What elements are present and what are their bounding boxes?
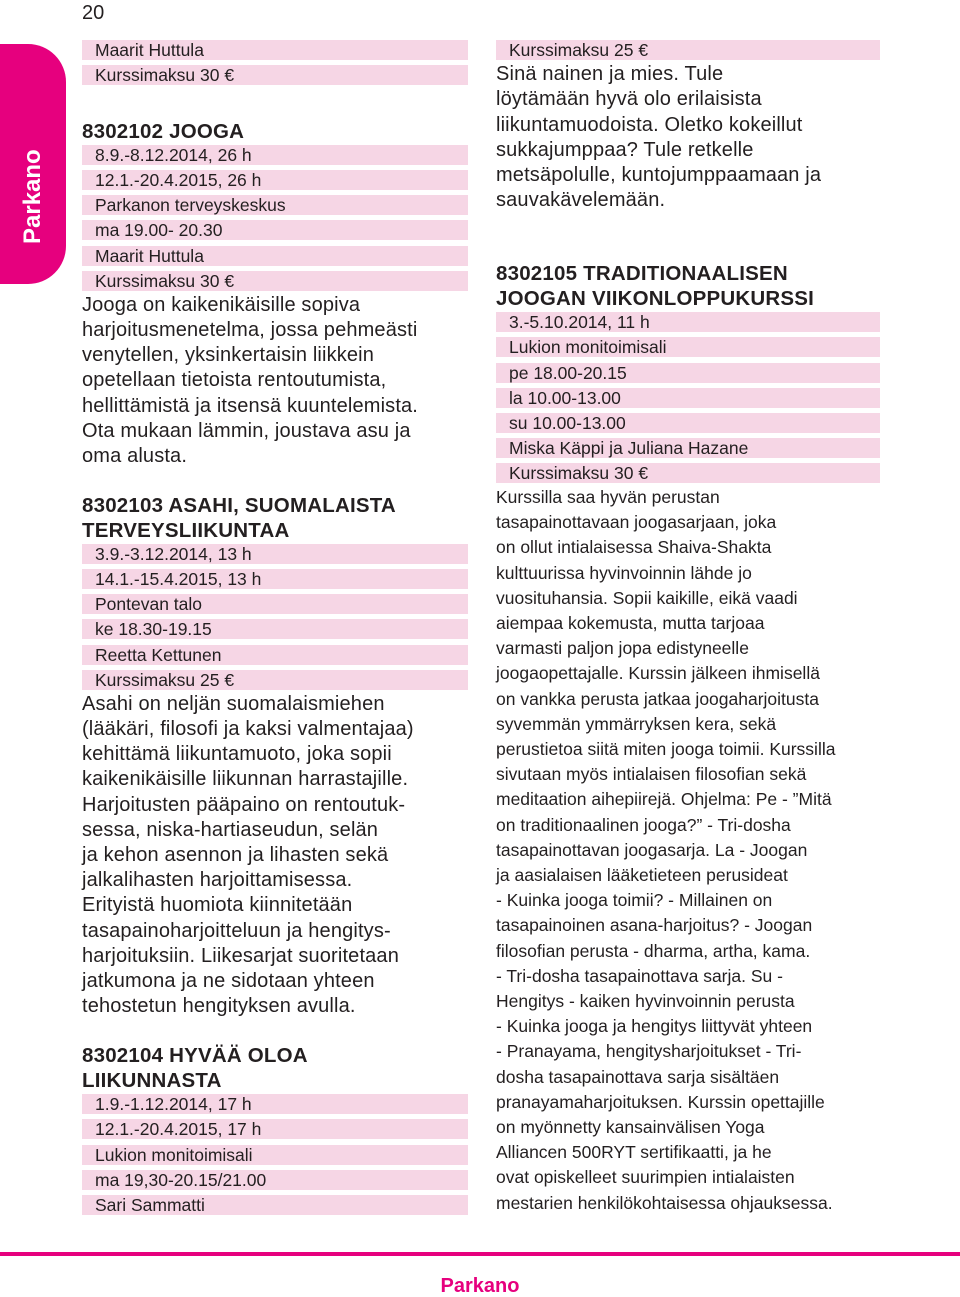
info-line: 12.1.-20.4.2015, 26 h [82,170,468,190]
info-line: la 10.00-13.00 [496,388,880,408]
info-line: Parkanon terveyskeskus [82,195,468,215]
info-line: Reetta Kettunen [82,645,468,665]
info-line: 1.9.-1.12.2014, 17 h [82,1094,468,1114]
page-number: 20 [82,2,105,24]
footer-divider [0,1252,960,1256]
info-line: Lukion monitoimisali [496,337,880,357]
info-line: 3.9.-3.12.2014, 13 h [82,544,468,564]
left-column [82,40,468,1220]
info-line: ma 19.00- 20.30 [82,220,468,240]
info-line: Kurssimaksu 25 € [82,670,468,690]
course-heading-8302104: 8302104 HYVÄÄ OLOA LIIKUNNASTA [82,1044,308,1093]
info-line: 8.9.-8.12.2014, 26 h [82,145,468,165]
course-description: Asahi on neljän suomalaismiehen (lääkäri, filosofi ja kaksi valmentajaa) kehittämä liikuntamuoto, joka sopii kaikenikäisille liikunnan harrastajille. Harjoitusten pääpaino on rentoutuk- sessa, niska-hartiaseudun, selän ja kehon asennon ja lihasten sekä jalkalihasten harjoittamisessa. Erityistä huomiota kiinnitetään tasapainoharjoitteluun ja hengitys- harjoituksiin. Liikesarjat suoritetaan jatkumona ja ne sidotaan yhteen tehostetun hengityksen avulla. [82,692,414,1018]
info-line: ma 19,30-20.15/21.00 [82,1170,468,1190]
course-description: Kurssilla saa hyvän perustan tasapainottavaan joogasarjaan, joka on ollut intialaisessa Shaiva-Shakta kulttuurissa hyvinvoinnin lähde jo vuosituhansia. Sopii kaikille, eikä vaadi aiempaa kokemusta, mutta tarjoaa varmasti paljon jopa edistyneelle joogaopettajalle. Kurssin jälkeen ihmisellä on vankka perusta jatkaa joogaharjoitusta syvemmän ymmärryksen kera, sekä perustietoa siitä miten jooga toimii. Kurssilla sivutaan myös intialaisen filosofian sekä meditaation aihepiirejä. Ohjelma: Pe - ”Mitä on traditionaalinen jooga?” - Tri-dosha tasapainottavan joogasarja. La - Joogan ja aasialaisen lääketieteen perusideat - Kuinka jooga toimii? - Millainen on tasapainoinen asana-harjoitus? - Joogan filosofian perusta - dharma, artha, kama. - Tri-dosha tasapainottava sarja. Su - Hengitys - kaiken hyvinvoinnin perusta - Kuinka jooga ja hengitys liittyvät yhteen - Pranayama, hengitysharjoitukset - Tri- dosha tasapainottava sarja sisältäen pranayamaharjoituksen. Kurssin opettajille on myönnetty kansainvälisen Yoga Alliancen 500RYT sertifikaatti, ja he ovat opiskelleet suurimpien intialaisten mestarien henkilökohtaisessa ohjauksessa. [496,486,836,1213]
info-line: Kurssimaksu 25 € [496,40,880,60]
info-line: Pontevan talo [82,594,468,614]
info-line: Kurssimaksu 30 € [82,65,468,85]
side-tab: Parkano [0,44,66,284]
course-description: Jooga on kaikenikäisille sopiva harjoitusmenetelma, jossa pehmeästi venytellen, yksinkertaisin liikkein opetellaan tietoista rentoutumista, hellittämistä ja itsensä kuuntelemista. Ota mukaan lämmin, joustava asu ja oma alusta. [82,293,419,467]
course-heading-8302102: 8302102 JOOGA [82,120,245,144]
right-column [496,40,880,1216]
info-line: 3.-5.10.2014, 11 h [496,312,880,332]
info-line: Kurssimaksu 30 € [82,271,468,291]
footer-label: Parkano [440,1275,520,1297]
course-description: Sinä nainen ja mies. Tule löytämään hyvä olo erilaisista liikuntamuodoista. Oletko kokeillut sukkajumppaa? Tule retkelle metsäpolulle, kuntojumppaamaan ja sauvakävelemään. [496,63,822,212]
course-heading-8302103: 8302103 ASAHI, SUOMALAISTA TERVEYSLIIKUNTAA [82,494,396,543]
info-line: Kurssimaksu 30 € [496,463,880,483]
info-line: 14.1.-15.4.2015, 13 h [82,569,468,589]
info-line: Lukion monitoimisali [82,1145,468,1165]
info-line: Sari Sammatti [82,1195,468,1215]
info-line: 12.1.-20.4.2015, 17 h [82,1119,468,1139]
info-line: pe 18.00-20.15 [496,363,880,383]
info-line: su 10.00-13.00 [496,413,880,433]
info-line: Maarit Huttula [82,246,468,266]
info-line: Maarit Huttula [82,40,468,60]
info-line: ke 18.30-19.15 [82,619,468,639]
info-line: Miska Käppi ja Juliana Hazane [496,438,880,458]
course-heading-8302105: 8302105 TRADITIONAALISEN JOOGAN VIIKONLOPPUKURSSI [496,262,815,311]
